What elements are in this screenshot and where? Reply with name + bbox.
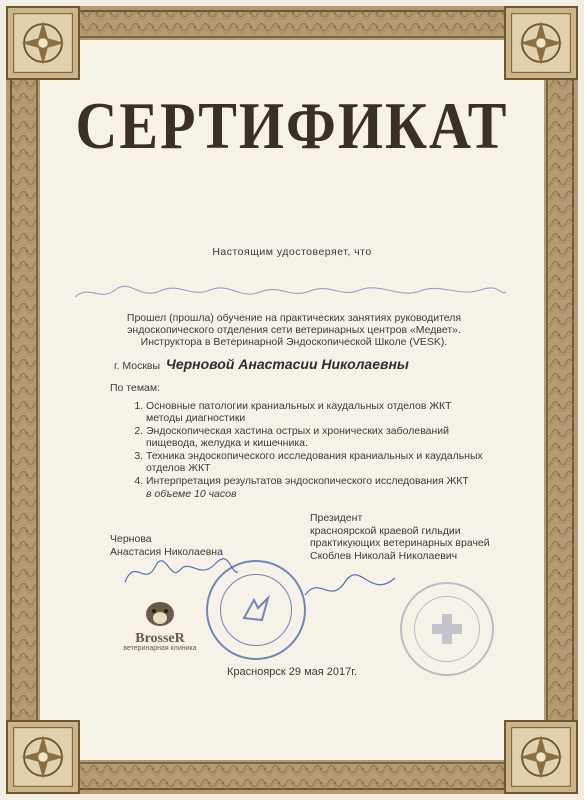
right-signatory-line4: Скоблев Николай Николаевич: [310, 549, 458, 562]
topics-list: [124, 400, 484, 500]
cross-icon: [430, 612, 464, 646]
corner-ornament-bottom-right: [504, 720, 578, 794]
left-signatory-line2: Анастасия Николаевна: [110, 546, 223, 558]
logo-subtext: ветеринарная клиника: [123, 645, 197, 652]
right-signatory: [310, 512, 490, 562]
corner-ornament-bottom-left: [6, 720, 80, 794]
instructor-line: [114, 358, 494, 372]
topic-item: 1. Основные патологии краниальных и каудальных отделов ЖКТ методы диагностики: [146, 400, 484, 424]
topic-item: 2. Эндоскопическая хастина острых и хронических заболеваний пищевода, желудка и кишечника.: [146, 425, 484, 449]
corner-ornament-top-left: [6, 6, 80, 80]
left-signatory-line1: Чернова: [110, 533, 152, 545]
right-signatory-line3: практикующих ветеринарных врачей: [310, 537, 490, 549]
dog-icon: [140, 598, 180, 628]
certificate-title: СЕРТИФИКАТ: [75, 88, 509, 163]
place-date: Красноярск 29 мая 2017г.: [227, 666, 357, 678]
right-signature: [300, 570, 400, 610]
stamp-emblem-icon: [240, 594, 272, 626]
topic-item: 4. Интерпретация результатов эндоскопического исследования ЖКТ: [146, 475, 484, 487]
corner-ornament-top-right: [504, 6, 578, 80]
right-signatory-line1: Президент: [310, 512, 363, 524]
instructor-name: Черновой Анастасии Николаевны: [165, 356, 409, 372]
topics-label: По темам:: [110, 382, 161, 394]
logo-text: BrosseR: [135, 631, 185, 646]
round-stamp-right: [400, 582, 494, 676]
city-prefix: г. Москвы: [114, 360, 161, 372]
hours-text: в объеме 10 часов: [146, 488, 237, 500]
clinic-logo: [110, 598, 210, 652]
body-text: Прошел (прошла) обучение на практических занятиях руководителя эндоскопического отделения сети ветеринарных центров «Медвет». Инструктора в Ветеринарной Эндоскопической Школе (VESK).: [126, 312, 462, 348]
topic-item: 3. Техника эндоскопического исследования краниальных и каудальных отделов ЖКТ: [146, 450, 484, 474]
handwritten-name: [70, 282, 510, 304]
right-signatory-line2: красноярской краевой гильдии: [310, 524, 461, 537]
round-stamp-left: [206, 560, 306, 660]
intro-text: Настоящим удостоверяет, что: [212, 246, 372, 258]
